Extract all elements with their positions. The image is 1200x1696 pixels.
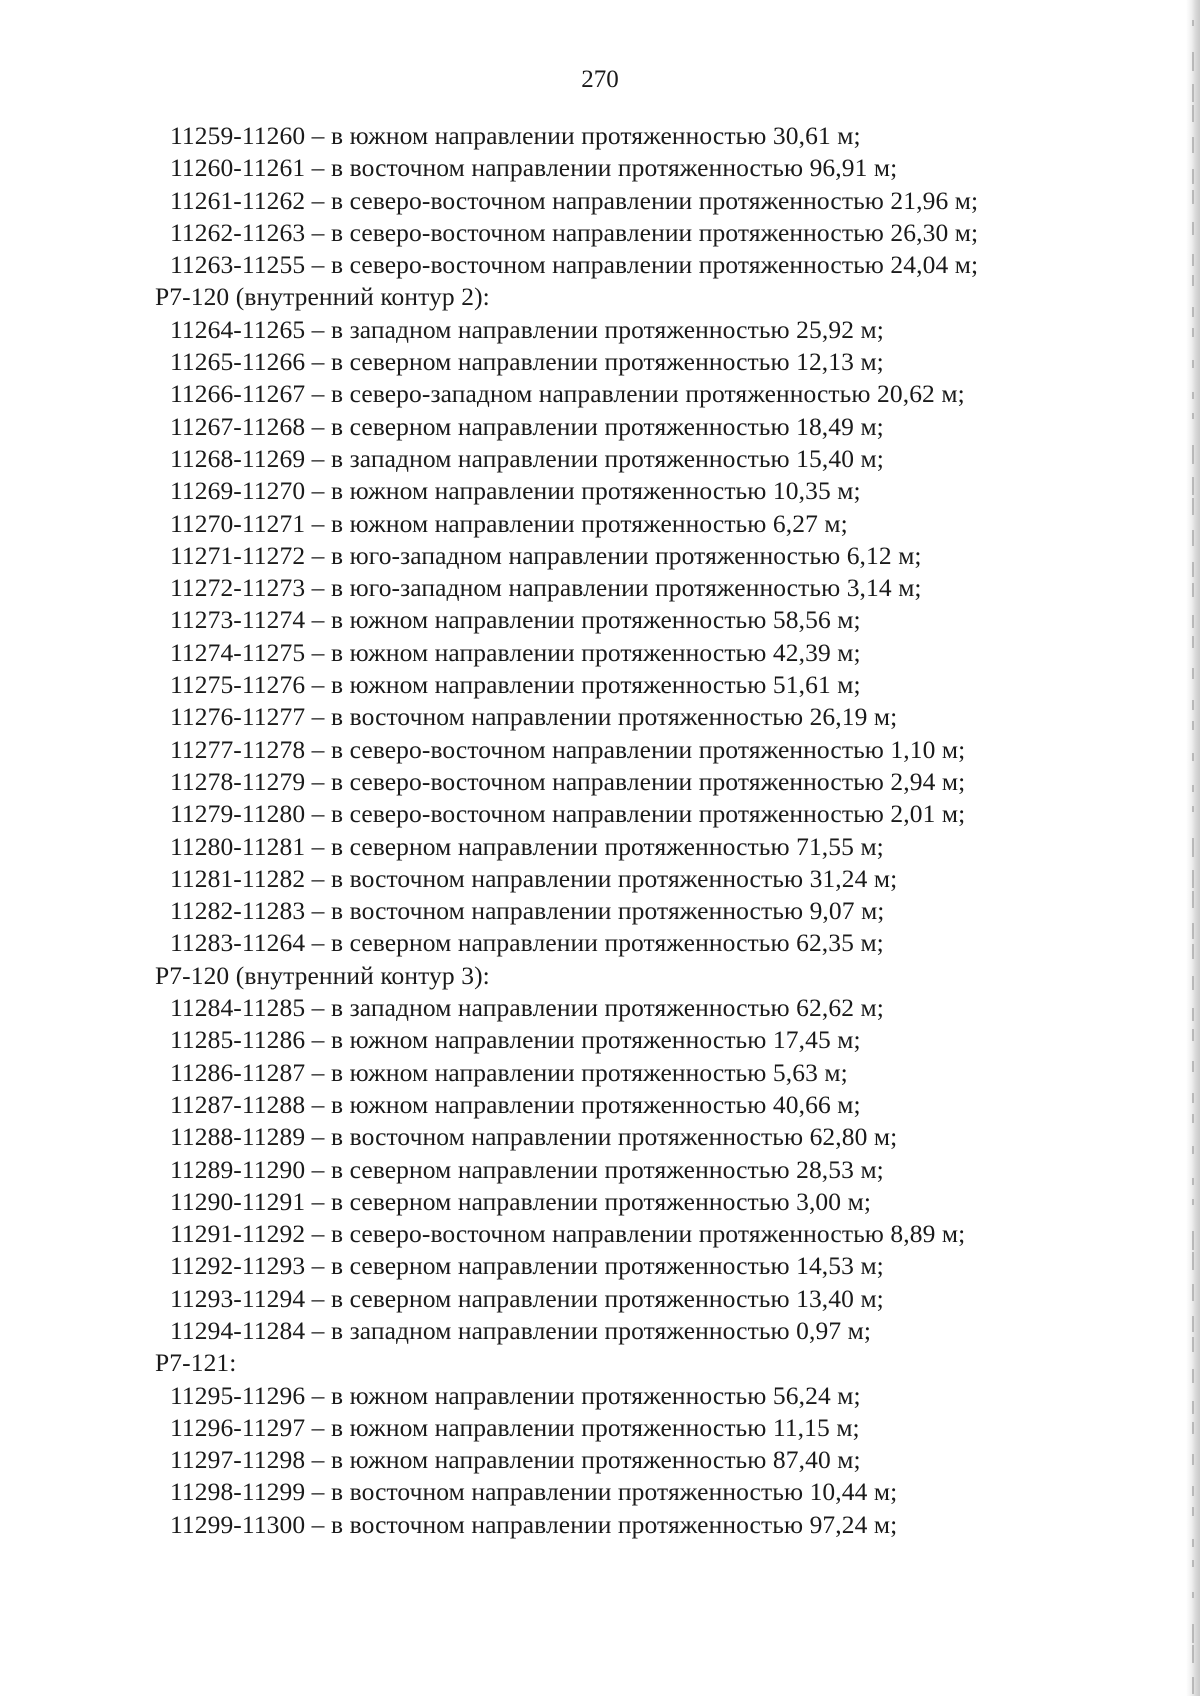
scan-edge-speck (1192, 944, 1194, 959)
boundary-segment-line: 11274-11275 – в южном направлении протяженностью 42,39 м; (170, 637, 861, 667)
scan-edge-speck (1192, 530, 1194, 546)
scan-edge-speck (1192, 1029, 1194, 1041)
scan-edge-speck (1192, 1284, 1194, 1301)
scan-edge-speck (1192, 562, 1194, 577)
scan-edge-speck (1192, 1592, 1194, 1598)
scan-edge-speck (1192, 891, 1194, 908)
boundary-segment-line: 11272-11273 – в юго-западном направлении протяженностью 3,14 м; (170, 573, 922, 603)
scan-edge-speck (1192, 190, 1194, 204)
scan-edge-speck (1192, 583, 1194, 597)
scan-edge-speck (1192, 1061, 1194, 1072)
boundary-segment-line: 11299-11300 – в восточном направлении протяженностью 97,24 м; (170, 1509, 898, 1539)
boundary-segment-line: 11259-11260 – в южном направлении протяженностью 30,61 м; (170, 121, 861, 150)
scan-edge-speck (1192, 1422, 1194, 1434)
scan-edge-speck (1192, 1146, 1194, 1154)
boundary-segment-line: 11271-11272 – в юго-западном направлении протяженностью 6,12 м; (170, 540, 922, 570)
scan-edge-speck (1192, 1316, 1194, 1332)
scan-edge-speck (1192, 1178, 1194, 1185)
boundary-segment-line: 11275-11276 – в южном направлении протяженностью 51,61 м; (170, 670, 861, 700)
scan-edge-speck (1192, 668, 1194, 679)
scan-edge-speck (1192, 1624, 1194, 1643)
boundary-segment-line: 11267-11268 – в северном направлении протяженностью 18,49 м; (170, 411, 884, 441)
boundary-segment-line: 11264-11265 – в западном направлении протяженностью 25,92 м; (170, 314, 884, 344)
scan-edge-speck (1192, 721, 1194, 730)
scan-edge-speck (1192, 360, 1194, 368)
section-heading: Р7-120 (внутренний контур 3): (155, 960, 490, 990)
boundary-segment-line: 11295-11296 – в южном направлении протяженностью 56,24 м; (170, 1380, 861, 1410)
boundary-segment-line: 11298-11299 – в восточном направлении протяженностью 10,44 м; (170, 1477, 898, 1507)
boundary-segment-line: 11291-11292 – в северо-восточном направлении протяженностью 8,89 м; (170, 1219, 966, 1249)
scan-edge-speck (1192, 1560, 1194, 1567)
scan-edge-speck (1192, 169, 1194, 184)
boundary-segment-line: 11278-11279 – в северо-восточном направлении протяженностью 2,94 м; (170, 766, 966, 796)
boundary-segment-line: 11269-11270 – в южном направлении протяженностью 10,35 м; (170, 476, 861, 506)
boundary-segment-line: 11290-11291 – в северном направлении протяженностью 3,00 м; (170, 1186, 872, 1216)
scan-edge-speck (1192, 1369, 1194, 1383)
boundary-segment-line: 11284-11285 – в западном направлении протяженностью 62,62 м; (170, 993, 884, 1023)
scan-edge-speck (1192, 923, 1194, 939)
boundary-segment-line: 11287-11288 – в южном направлении протяженностью 40,66 м; (170, 1089, 861, 1119)
scan-edge-speck (1192, 838, 1194, 857)
scan-edge-speck (1192, 1231, 1194, 1250)
boundary-segment-line: 11293-11294 – в северном направлении протяженностью 13,40 м; (170, 1283, 884, 1313)
boundary-segment-line: 11260-11261 – в восточном направлении протяженностью 96,91 м; (170, 153, 898, 183)
scan-edge-speck (1192, 498, 1194, 515)
page-number: 270 (581, 66, 619, 93)
boundary-segment-line: 11285-11286 – в южном направлении протяженностью 17,45 м; (170, 1025, 861, 1055)
scan-edge-speck (1192, 254, 1194, 266)
scan-edge-speck (1192, 1093, 1194, 1103)
scan-edge-speck (1192, 806, 1194, 812)
boundary-segment-line: 11283-11264 – в северном направлении протяженностью 62,35 м; (170, 928, 884, 958)
scan-edge-speck (1192, 1677, 1194, 1694)
boundary-segment-line: 11297-11298 – в южном направлении протяженностью 87,40 м; (170, 1445, 861, 1475)
scan-edge-speck (1192, 275, 1194, 286)
scan-edge-speck (1192, 976, 1194, 990)
scan-edge-speck (1192, 52, 1194, 71)
boundary-segment-line: 11279-11280 – в северо-восточном направлении протяженностью 2,01 м; (170, 799, 966, 829)
boundary-segment-line: 11263-11255 – в северо-восточном направлении протяженностью 24,04 м; (170, 250, 979, 280)
scan-edge-speck (1192, 1539, 1194, 1547)
scan-edge-speck (1192, 1486, 1194, 1496)
scan-edge-speck (1192, 445, 1194, 464)
boundary-segment-line: 11276-11277 – в восточном направлении протяженностью 26,19 м; (170, 702, 898, 732)
scan-edge-speck (1192, 222, 1194, 235)
scan-edge-speck (1192, 105, 1194, 122)
boundary-segment-line: 11266-11267 – в северо-западном направлении протяженностью 20,62 м; (170, 379, 965, 409)
scan-edge-speck (1192, 477, 1194, 495)
boundary-segment-line: 11261-11262 – в северо-восточном направлении протяженностью 21,96 м; (170, 185, 979, 215)
boundary-segment-line: 11270-11271 – в южном направлении протяженностью 6,27 м; (170, 508, 848, 538)
scan-edge-speck (1192, 392, 1194, 399)
scan-edge-speck (1192, 615, 1194, 628)
section-heading: Р7-121: (155, 1348, 237, 1378)
boundary-segment-line: 11286-11287 – в южном направлении протяженностью 5,63 м; (170, 1057, 848, 1087)
boundary-segment-line: 11296-11297 – в южном направлении протяженностью 11,15 м; (170, 1412, 860, 1442)
scan-edge-speck (1192, 636, 1194, 648)
boundary-segment-line: 11282-11283 – в восточном направлении протяженностью 9,07 м; (170, 896, 885, 926)
boundary-segment-line: 11280-11281 – в северном направлении протяженностью 71,55 м; (170, 831, 884, 861)
boundary-segment-line: 11268-11269 – в западном направлении протяженностью 15,40 м; (170, 443, 884, 473)
scan-edge-speck (1192, 84, 1194, 102)
boundary-description-list (155, 120, 1118, 1541)
scan-edge-speck (1192, 1114, 1194, 1123)
scan-edge-speck (1192, 1008, 1194, 1021)
boundary-segment-line: 11277-11278 – в северо-восточном направлении протяженностью 1,10 м; (170, 734, 966, 764)
scan-edge-speck (1192, 413, 1194, 419)
boundary-segment-line: 11289-11290 – в северном направлении протяженностью 28,53 м; (170, 1154, 884, 1184)
scan-edge-speck (1192, 753, 1194, 761)
scan-edge-speck (1192, 785, 1194, 792)
scan-edge-speck (1192, 1199, 1194, 1205)
scan-edge-speck (1192, 1401, 1194, 1414)
section-heading: Р7-120 (внутренний контур 2): (155, 282, 490, 312)
boundary-segment-line: 11265-11266 – в северном направлении протяженностью 12,13 м; (170, 347, 884, 377)
boundary-segment-line: 11288-11289 – в восточном направлении протяженностью 62,80 м; (170, 1122, 898, 1152)
scan-edge-speck (1192, 1645, 1194, 1663)
boundary-segment-line: 11281-11282 – в восточном направлении протяженностью 31,24 м; (170, 863, 898, 893)
scan-edge-speck (1192, 1252, 1194, 1270)
scan-edge-speck (1192, 700, 1194, 710)
scan-edge-speck (1192, 307, 1194, 317)
scan-edge-speck (1192, 1507, 1194, 1516)
boundary-segment-line: 11292-11293 – в северном направлении протяженностью 14,53 м; (170, 1251, 884, 1281)
scan-edge-speck (1192, 20, 1194, 26)
scan-edge-speck (1192, 870, 1194, 888)
boundary-segment-line: 11273-11274 – в южном направлении протяженностью 58,56 м; (170, 605, 861, 635)
scan-edge-speck (1192, 137, 1194, 153)
scan-edge-shadow (1186, 0, 1200, 1696)
boundary-segment-line: 11294-11284 – в западном направлении протяженностью 0,97 м; (170, 1315, 872, 1345)
scan-edge-speck (1192, 1454, 1194, 1465)
boundary-segment-line: 11262-11263 – в северо-восточном направлении протяженностью 26,30 м; (170, 217, 979, 247)
scan-edge-speck (1192, 1337, 1194, 1352)
scan-edge-speck (1192, 328, 1194, 337)
